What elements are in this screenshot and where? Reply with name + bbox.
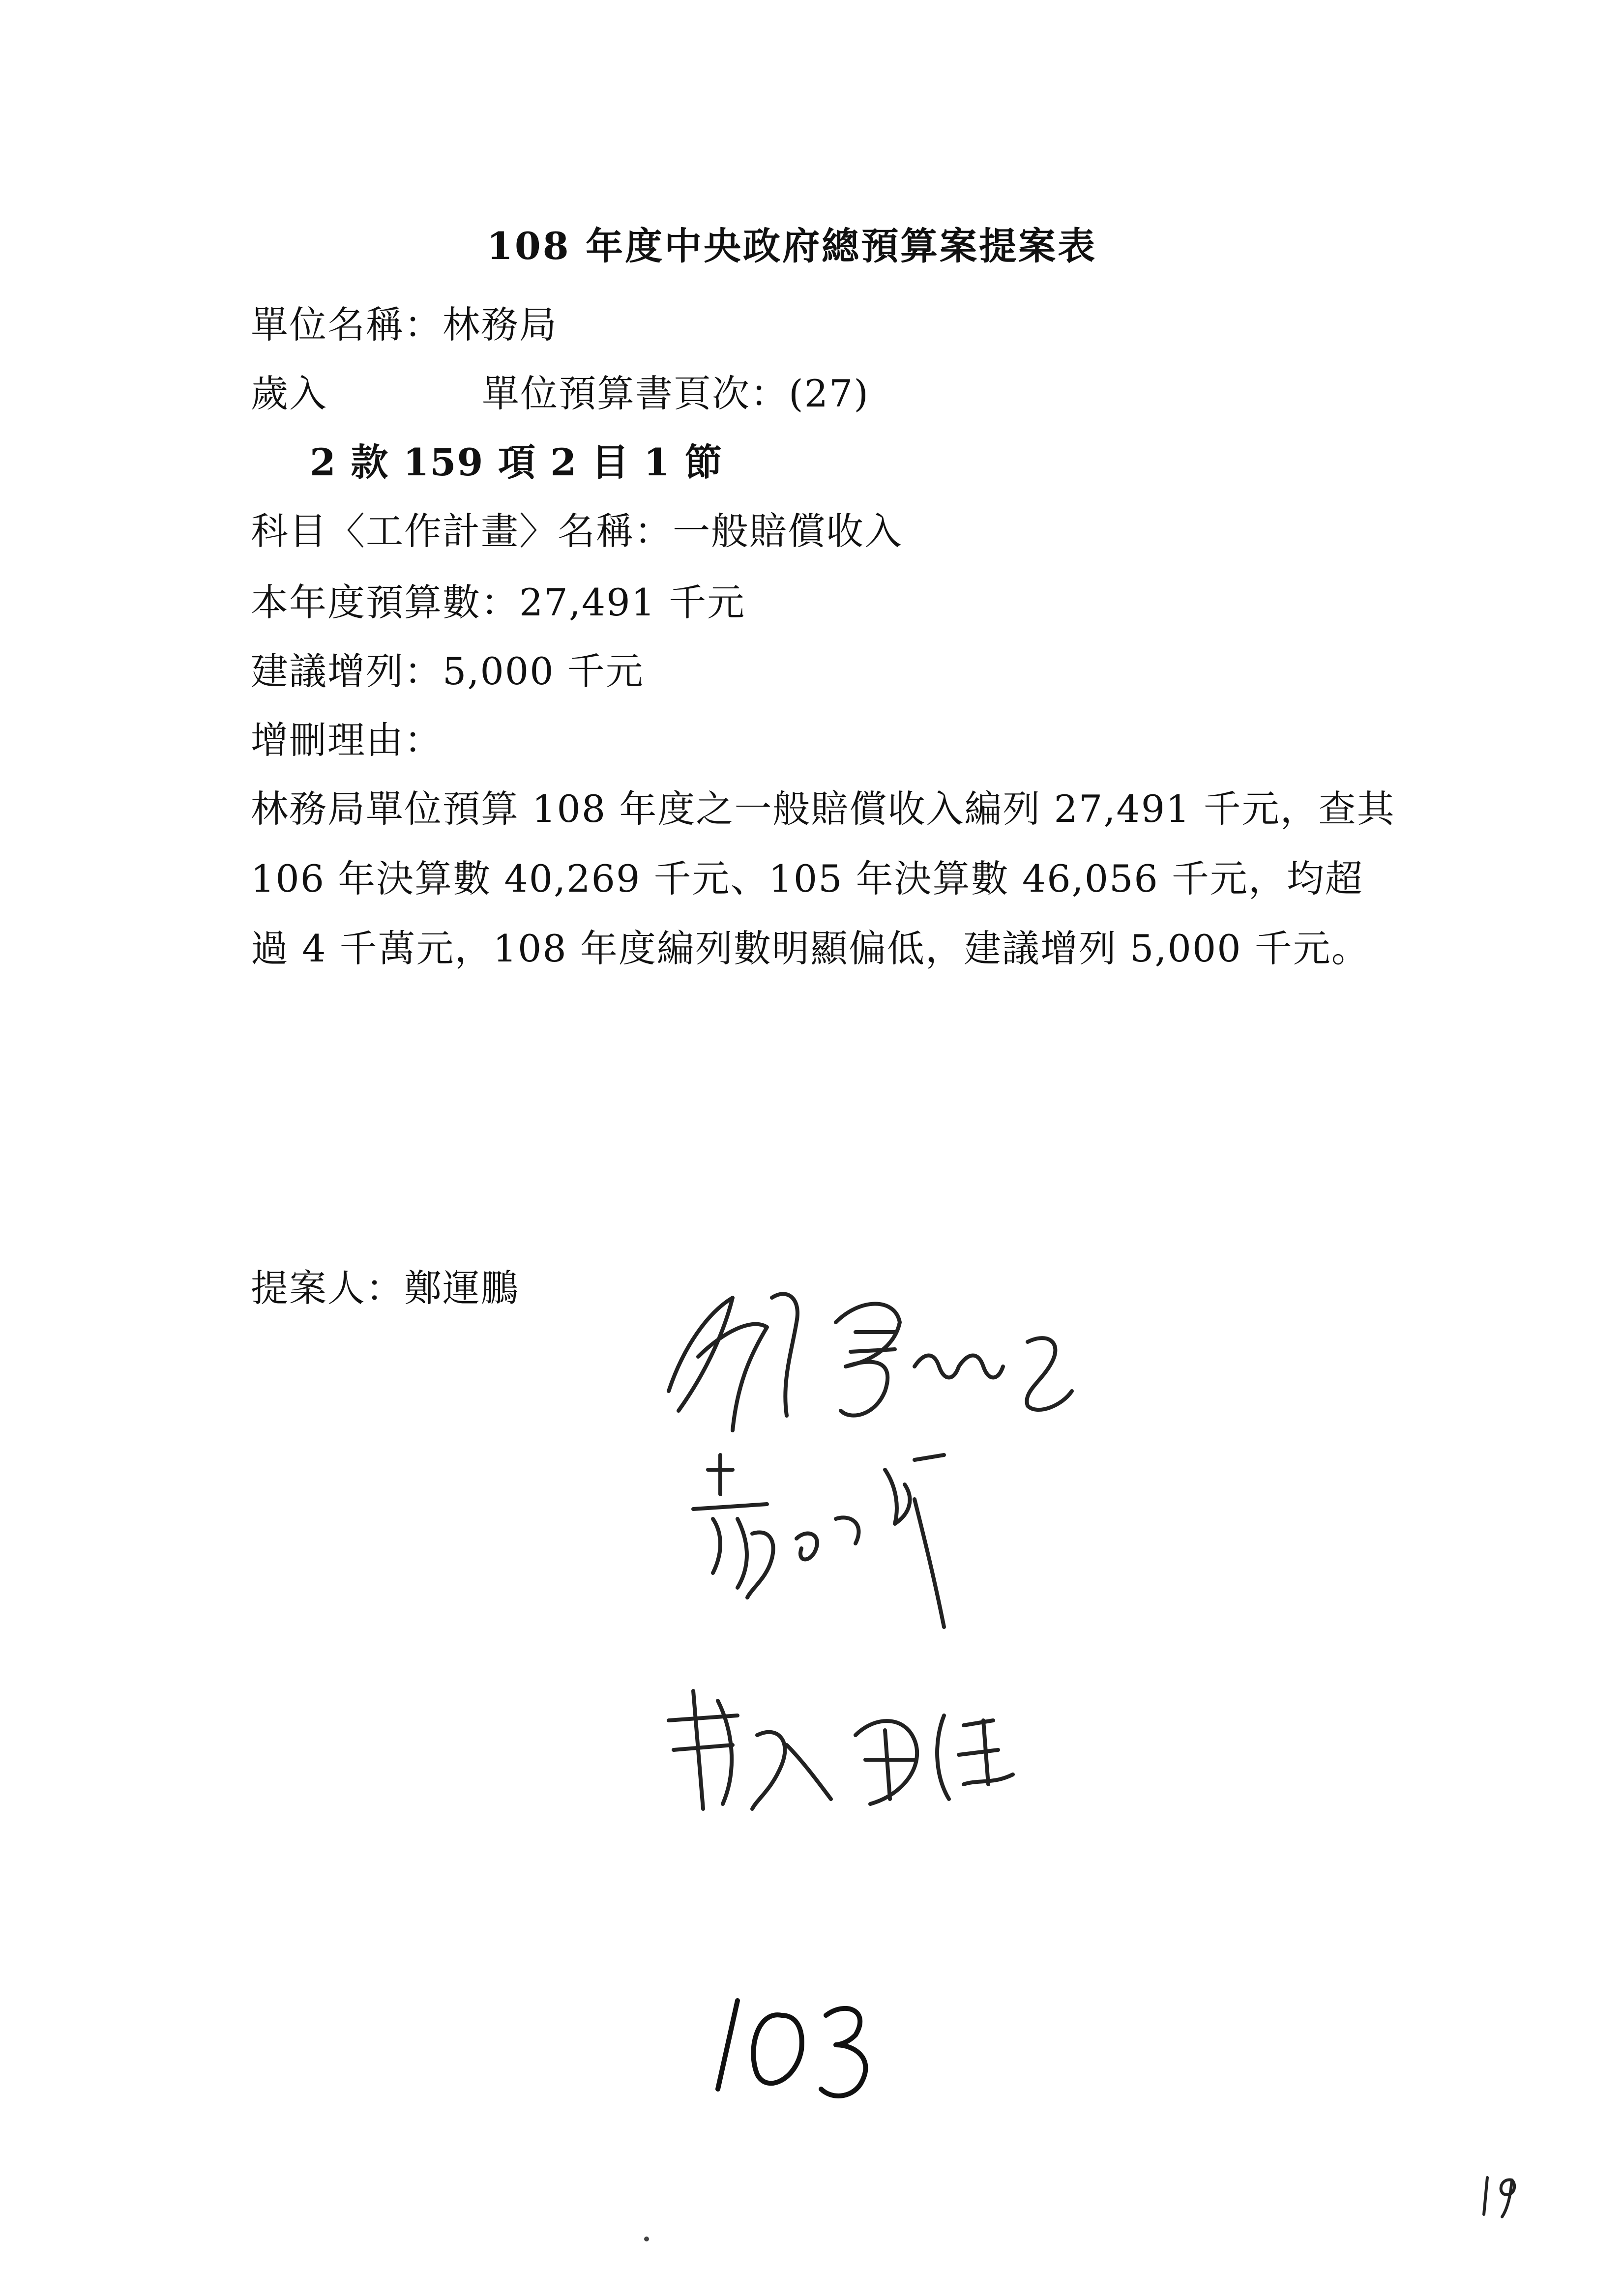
- current-budget: 本年度預算數：27,491 千元: [251, 581, 746, 624]
- reason-label: 增刪理由：: [251, 718, 443, 762]
- reason-text: 林務局單位預算 108 年度之一般賠償收入編列 27,491 千元，查其 106 年決算數 40,269 千元、105 年決算數 46,056 千元，均超過 4 千萬元，108 年度編列數明顯偏低，建議增列 5,000 千元。: [251, 787, 1395, 970]
- revenue-line: [251, 364, 870, 417]
- unit-name: 單位名稱：林務局: [251, 303, 558, 347]
- item-code: 2 款 159 項 2 目 1 節: [310, 440, 723, 484]
- subject-name: 科目〈工作計畫〉名稱：一般賠償收入: [251, 509, 903, 553]
- scan-dot: [644, 2237, 649, 2241]
- revenue-label: 歲入: [251, 372, 327, 415]
- proposer: 提案人：鄭運鵬: [251, 1266, 519, 1310]
- signature-3: [639, 1661, 1131, 1824]
- suggested-increase: 建議增列：5,000 千元: [251, 649, 644, 693]
- handwritten-number: [708, 1981, 885, 2104]
- document-title: 108 年度中央政府總預算案提案表: [487, 224, 1097, 268]
- page-number: [1475, 2168, 1524, 2222]
- budget-page-ref: 單位預算書頁次：(27): [482, 372, 870, 415]
- signature-1: [639, 1268, 1131, 1445]
- signature-2: [639, 1440, 1131, 1647]
